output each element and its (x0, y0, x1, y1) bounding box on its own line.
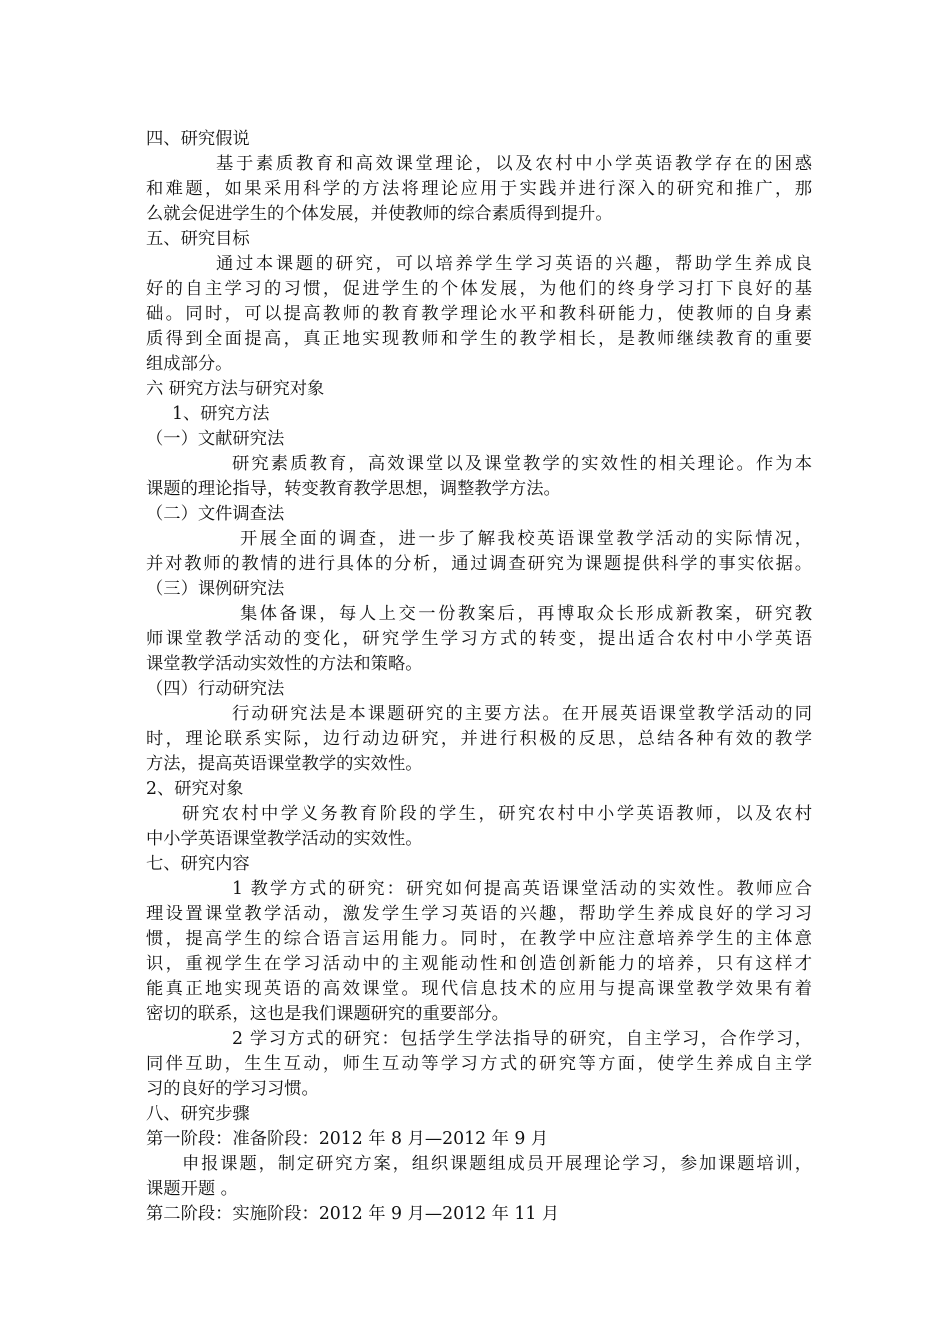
text-line: 密切的联系，这也是我们课题研究的重要部分。 (146, 1004, 509, 1024)
text-line: 识，重视学生在学习活动中的主观能动性和创造创新能力的培养，只有这样才 (146, 954, 812, 974)
text-line: 课题的理论指导，转变教育教学思想，调整教学方法。 (146, 479, 561, 499)
text-line: 能真正地实现英语的高效课堂。现代信息技术的应用与提高课堂教学效果有着 (146, 979, 812, 999)
text-line: 基于素质教育和高效课堂理论，以及农村中小学英语教学存在的困惑 (216, 154, 812, 174)
text-line: 习的良好的学习习惯。 (146, 1079, 319, 1099)
text-line: 并对教师的教情的进行具体的分析，通过调查研究为课题提供科学的事实依据。 (146, 554, 812, 574)
text-line: （二）文件调查法 (146, 504, 285, 524)
text-line: 通过本课题的研究，可以培养学生学习英语的兴趣，帮助学生养成良 (216, 254, 812, 274)
text-line: 方法，提高英语课堂教学的实效性。 (146, 754, 423, 774)
text-line: 2、研究对象 (146, 779, 244, 799)
text-line: 和难题，如果采用科学的方法将理论应用于实践并进行深入的研究和推广，那 (146, 179, 812, 199)
text-line: 好的自主学习的习惯，促进学生的个体发展，为他们的终身学习打下良好的基 (146, 279, 812, 299)
text-line: 研究农村中学义务教育阶段的学生，研究农村中小学英语教师，以及农村 (182, 804, 812, 824)
text-line: 四、研究假说 (146, 129, 250, 149)
text-line: 研究素质教育，高效课堂以及课堂教学的实效性的相关理论。作为本 (232, 454, 812, 474)
text-line: 行动研究法是本课题研究的主要方法。在开展英语课堂教学活动的同 (232, 704, 812, 724)
text-line: 五、研究目标 (146, 229, 250, 249)
text-line: 第二阶段：实施阶段：2012 年 9 月—2012 年 11 月 (146, 1204, 560, 1224)
text-line: 八、研究步骤 (146, 1104, 250, 1124)
text-line: 么就会促进学生的个体发展，并使教师的综合素质得到提升。 (146, 204, 613, 224)
text-line: 1、研究方法 (172, 404, 270, 424)
text-line: 师课堂教学活动的变化，研究学生学习方式的转变，提出适合农村中小学英语 (146, 629, 812, 649)
text-line: （四）行动研究法 (146, 679, 285, 699)
text-line: 2 学习方式的研究：包括学生学法指导的研究，自主学习，合作学习， (232, 1029, 812, 1049)
text-line: 第一阶段：准备阶段：2012 年 8 月—2012 年 9 月 (146, 1129, 549, 1149)
text-line: 课题开题 。 (146, 1179, 238, 1199)
text-line: 开展全面的调查，进一步了解我校英语课堂教学活动的实际情况， (240, 529, 812, 549)
text-line: 惯，提高学生的综合语言运用能力。同时，在教学中应注意培养学生的主体意 (146, 929, 812, 949)
text-line: 1 教学方式的研究：研究如何提高英语课堂活动的实效性。教师应合 (232, 879, 812, 899)
text-line: 六 研究方法与研究对象 (146, 379, 325, 399)
text-line: 七、研究内容 (146, 854, 250, 874)
text-line: 申报课题，制定研究方案，组织课题组成员开展理论学习，参加课题培训， (182, 1154, 812, 1174)
text-line: 组成部分。 (146, 354, 233, 374)
text-line: 时，理论联系实际，边行动边研究，并进行积极的反思，总结各种有效的教学 (146, 729, 812, 749)
text-line: （三）课例研究法 (146, 579, 285, 599)
text-line: 理设置课堂教学活动，激发学生学习英语的兴趣，帮助学生养成良好的学习习 (146, 904, 812, 924)
text-line: （一）文献研究法 (146, 429, 285, 449)
text-line: 集体备课，每人上交一份教案后，再博取众长形成新教案，研究教 (240, 604, 812, 624)
text-line: 同伴互助，生生互动，师生互动等学习方式的研究等方面，使学生养成自主学 (146, 1054, 812, 1074)
text-line: 课堂教学活动实效性的方法和策略。 (146, 654, 423, 674)
text-line: 础。同时，可以提高教师的教育教学理论水平和教科研能力，使教师的自身素 (146, 304, 812, 324)
text-line: 质得到全面提高，真正地实现教师和学生的教学相长，是教师继续教育的重要 (146, 329, 812, 349)
text-line: 中小学英语课堂教学活动的实效性。 (146, 829, 423, 849)
